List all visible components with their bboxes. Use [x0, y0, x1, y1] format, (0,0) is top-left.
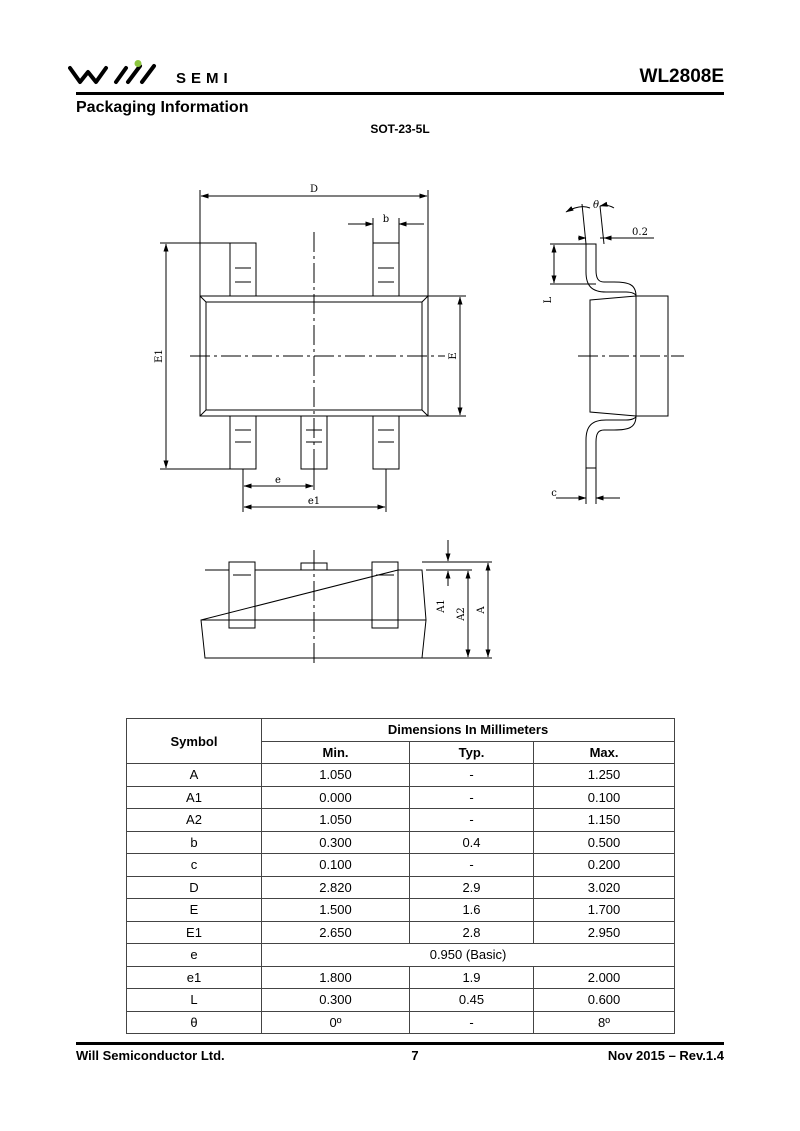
table-row — [127, 944, 675, 967]
typ-cell: 1.9 — [410, 966, 534, 989]
page-number: 7 — [411, 1048, 419, 1063]
dim-label-L: L — [543, 296, 554, 304]
table-row — [127, 876, 675, 899]
dim-label-e: e — [275, 475, 281, 486]
max-cell: 0.600 — [534, 989, 675, 1012]
min-cell: 1.050 — [262, 809, 410, 832]
part-number: WL2808E — [639, 66, 724, 87]
min-cell: 1.500 — [262, 899, 410, 922]
typ-cell: 1.6 — [410, 899, 534, 922]
min-cell: 2.820 — [262, 876, 410, 899]
front-view-lead — [229, 562, 255, 628]
table-row — [127, 764, 675, 787]
top-view-lead — [373, 243, 399, 296]
min-cell: 1.800 — [262, 966, 410, 989]
table-row — [127, 831, 675, 854]
typ-cell: 0.4 — [410, 831, 534, 854]
table-row — [127, 899, 675, 922]
footer-company: Will Semiconductor Ltd. — [76, 1048, 225, 1063]
max-cell: 3.020 — [534, 876, 675, 899]
dim-label-D: D — [309, 184, 319, 195]
max-cell: 2.000 — [534, 966, 675, 989]
dim-label-e1: e1 — [307, 496, 321, 507]
max-cell: 0.200 — [534, 854, 675, 877]
dim-label-c: c — [551, 488, 557, 499]
basic-value-cell: 0.950 (Basic) — [262, 944, 675, 967]
table-row — [127, 989, 675, 1012]
footer-revision: Nov 2015 – Rev.1.4 — [607, 1048, 724, 1063]
dim-label-b: b — [382, 214, 390, 225]
table-row — [127, 1011, 675, 1034]
max-cell: 1.250 — [534, 764, 675, 787]
symbol-cell: e1 — [127, 966, 262, 989]
table-row — [127, 921, 675, 944]
typ-cell: - — [410, 809, 534, 832]
symbol-cell: E — [127, 899, 262, 922]
typ-cell: 2.8 — [410, 921, 534, 944]
dimensions-table — [126, 718, 675, 1034]
table-row — [127, 854, 675, 877]
min-cell: 0.300 — [262, 831, 410, 854]
typ-cell: - — [410, 1011, 534, 1034]
dim-label-A2: A2 — [456, 607, 467, 621]
symbol-cell: A2 — [127, 809, 262, 832]
min-cell: 0.100 — [262, 854, 410, 877]
typ-cell: - — [410, 854, 534, 877]
section-title: Packaging Information — [76, 99, 249, 116]
min-cell: 1.050 — [262, 764, 410, 787]
table-row — [127, 809, 675, 832]
dimensions-header: Dimensions In Millimeters — [262, 719, 675, 742]
symbol-cell: θ — [127, 1011, 262, 1034]
dim-label-theta: θ — [592, 200, 600, 211]
symbol-cell: e — [127, 944, 262, 967]
symbol-cell: A1 — [127, 786, 262, 809]
dim-label-E1: E1 — [154, 349, 165, 363]
min-header: Min. — [262, 741, 410, 764]
table-row — [127, 966, 675, 989]
dim-label-A: A — [476, 606, 487, 614]
typ-cell: 0.45 — [410, 989, 534, 1012]
dim-label-E: E — [448, 352, 459, 360]
max-cell: 0.500 — [534, 831, 675, 854]
max-header: Max. — [534, 741, 675, 764]
symbol-cell: E1 — [127, 921, 262, 944]
max-cell: 1.150 — [534, 809, 675, 832]
typ-cell: 2.9 — [410, 876, 534, 899]
max-cell: 0.100 — [534, 786, 675, 809]
min-cell: 2.650 — [262, 921, 410, 944]
typ-cell: - — [410, 764, 534, 787]
table-body — [127, 764, 675, 1034]
logo-text: SEMI — [176, 70, 233, 87]
max-cell: 8º — [534, 1011, 675, 1034]
symbol-cell: D — [127, 876, 262, 899]
max-cell: 2.950 — [534, 921, 675, 944]
symbol-cell: b — [127, 831, 262, 854]
top-view-lead — [230, 243, 256, 296]
table-row — [127, 786, 675, 809]
min-cell: 0.300 — [262, 989, 410, 1012]
max-cell: 1.700 — [534, 899, 675, 922]
symbol-cell: A — [127, 764, 262, 787]
footer-rule — [76, 1042, 724, 1045]
symbol-header: Symbol — [127, 719, 262, 764]
front-view-lead — [372, 562, 398, 628]
symbol-cell: L — [127, 989, 262, 1012]
min-cell: 0.000 — [262, 786, 410, 809]
symbol-cell: c — [127, 854, 262, 877]
dim-label-A1: A1 — [436, 599, 447, 613]
typ-cell: - — [410, 786, 534, 809]
min-cell: 0º — [262, 1011, 410, 1034]
package-name: SOT-23-5L — [370, 122, 430, 136]
typ-header: Typ. — [410, 741, 534, 764]
dim-label-gauge: 0.2 — [632, 227, 648, 238]
